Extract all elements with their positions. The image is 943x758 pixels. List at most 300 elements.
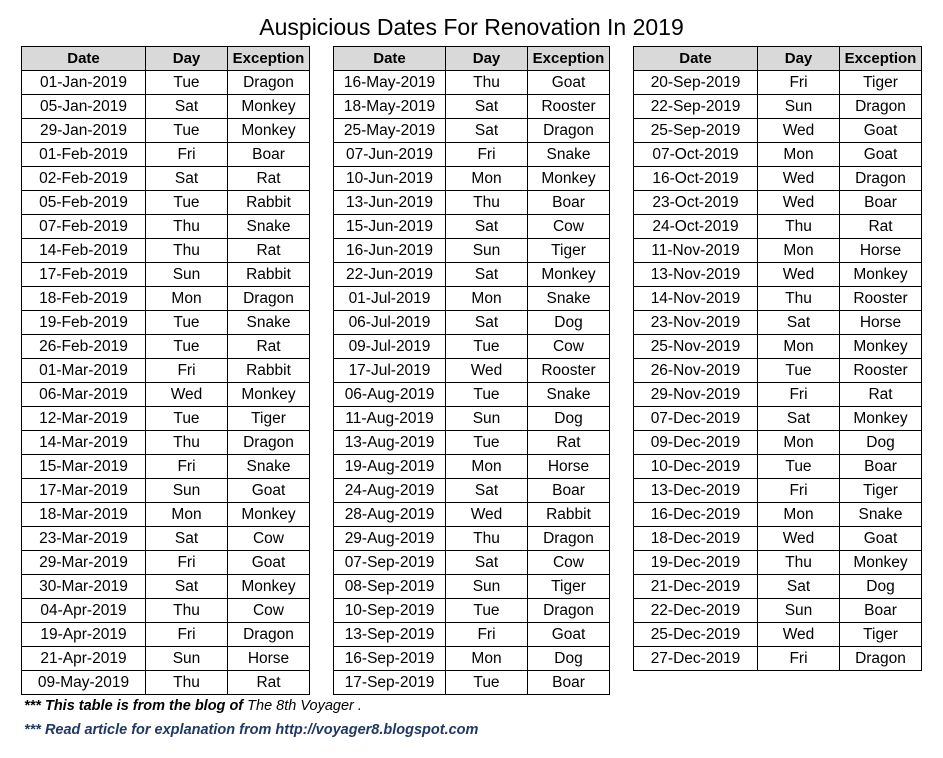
date-cell: 07-Feb-2019 (22, 215, 146, 239)
date-cell: 13-Aug-2019 (334, 431, 446, 455)
exception-cell: Dragon (840, 647, 922, 671)
table-row (334, 191, 610, 215)
table-row (634, 647, 922, 671)
date-cell: 12-Mar-2019 (22, 407, 146, 431)
table-row (634, 551, 922, 575)
day-cell: Sat (446, 119, 528, 143)
exception-cell: Goat (840, 119, 922, 143)
exception-cell: Snake (228, 311, 310, 335)
exception-cell: Rabbit (228, 263, 310, 287)
date-cell: 16-Oct-2019 (634, 167, 758, 191)
day-cell: Sun (146, 263, 228, 287)
day-cell: Mon (758, 431, 840, 455)
table-row (22, 527, 310, 551)
table-row (22, 71, 310, 95)
exception-cell: Goat (228, 479, 310, 503)
exception-cell: Snake (528, 287, 610, 311)
day-cell: Mon (758, 143, 840, 167)
table-row (22, 311, 310, 335)
date-cell: 13-Dec-2019 (634, 479, 758, 503)
date-cell: 10-Jun-2019 (334, 167, 446, 191)
day-cell: Tue (146, 311, 228, 335)
table-row (334, 431, 610, 455)
exception-cell: Monkey (840, 335, 922, 359)
source-note (24, 697, 362, 715)
header-exception: Exception (528, 47, 610, 71)
day-cell: Sun (146, 479, 228, 503)
day-cell: Fri (758, 71, 840, 95)
date-cell: 13-Nov-2019 (634, 263, 758, 287)
exception-cell: Rabbit (228, 359, 310, 383)
table-row (334, 575, 610, 599)
day-cell: Mon (446, 287, 528, 311)
table-row (334, 407, 610, 431)
table-row (334, 71, 610, 95)
table-row (22, 215, 310, 239)
table-row (22, 503, 310, 527)
date-cell: 05-Jan-2019 (22, 95, 146, 119)
day-cell: Wed (446, 503, 528, 527)
date-cell: 10-Dec-2019 (634, 455, 758, 479)
table-row (22, 623, 310, 647)
table-row (334, 359, 610, 383)
date-cell: 18-Mar-2019 (22, 503, 146, 527)
exception-cell: Rooster (840, 287, 922, 311)
date-cell: 16-Jun-2019 (334, 239, 446, 263)
date-cell: 23-Oct-2019 (634, 191, 758, 215)
header-exception: Exception (228, 47, 310, 71)
table-row (334, 527, 610, 551)
exception-cell: Dragon (528, 527, 610, 551)
date-cell: 23-Mar-2019 (22, 527, 146, 551)
exception-cell: Dog (840, 575, 922, 599)
day-cell: Fri (146, 359, 228, 383)
table-row (634, 71, 922, 95)
header-day: Day (758, 47, 840, 71)
table-row (334, 311, 610, 335)
date-cell: 08-Sep-2019 (334, 575, 446, 599)
table-row (334, 503, 610, 527)
exception-cell: Boar (840, 599, 922, 623)
table-row (634, 479, 922, 503)
exception-cell: Goat (528, 623, 610, 647)
explanation-link-note[interactable]: *** Read article for explanation from http://voyager8.blogspot.com (24, 722, 479, 738)
date-cell: 19-Dec-2019 (634, 551, 758, 575)
date-cell: 10-Sep-2019 (334, 599, 446, 623)
day-cell: Sun (758, 95, 840, 119)
exception-cell: Rat (228, 671, 310, 695)
table-row (634, 503, 922, 527)
header-day: Day (146, 47, 228, 71)
blog-name: The 8th Voyager . (243, 698, 362, 714)
exception-cell: Dragon (840, 95, 922, 119)
date-cell: 30-Mar-2019 (22, 575, 146, 599)
table-row (334, 95, 610, 119)
table-row (334, 263, 610, 287)
date-cell: 24-Aug-2019 (334, 479, 446, 503)
exception-cell: Dragon (528, 119, 610, 143)
date-cell: 02-Feb-2019 (22, 167, 146, 191)
day-cell: Fri (146, 551, 228, 575)
date-cell: 11-Nov-2019 (634, 239, 758, 263)
exception-cell: Rat (840, 383, 922, 407)
day-cell: Tue (146, 191, 228, 215)
table-row (634, 383, 922, 407)
day-cell: Wed (758, 623, 840, 647)
table-row (22, 119, 310, 143)
header-exception: Exception (840, 47, 922, 71)
day-cell: Sun (146, 647, 228, 671)
date-cell: 06-Mar-2019 (22, 383, 146, 407)
table-row (634, 455, 922, 479)
table-row (22, 479, 310, 503)
day-cell: Tue (446, 335, 528, 359)
date-cell: 06-Aug-2019 (334, 383, 446, 407)
dates-table-3 (633, 46, 922, 671)
table-row (334, 239, 610, 263)
day-cell: Sat (446, 215, 528, 239)
exception-cell: Dog (528, 407, 610, 431)
date-cell: 07-Dec-2019 (634, 407, 758, 431)
day-cell: Thu (758, 551, 840, 575)
exception-cell: Boar (528, 479, 610, 503)
date-cell: 22-Sep-2019 (634, 95, 758, 119)
day-cell: Wed (758, 191, 840, 215)
table-row (634, 119, 922, 143)
table-row (334, 167, 610, 191)
table-row (634, 263, 922, 287)
table-row (334, 551, 610, 575)
exception-cell: Monkey (528, 263, 610, 287)
exception-cell: Dragon (840, 167, 922, 191)
exception-cell: Cow (228, 599, 310, 623)
day-cell: Thu (446, 71, 528, 95)
date-cell: 16-May-2019 (334, 71, 446, 95)
date-cell: 11-Aug-2019 (334, 407, 446, 431)
exception-cell: Cow (528, 335, 610, 359)
table-row (334, 287, 610, 311)
exception-cell: Monkey (228, 119, 310, 143)
day-cell: Mon (758, 503, 840, 527)
date-cell: 26-Feb-2019 (22, 335, 146, 359)
day-cell: Fri (446, 623, 528, 647)
table-row (22, 575, 310, 599)
date-cell: 19-Apr-2019 (22, 623, 146, 647)
date-cell: 09-Jul-2019 (334, 335, 446, 359)
table-row (22, 455, 310, 479)
exception-cell: Rooster (528, 95, 610, 119)
day-cell: Mon (758, 239, 840, 263)
date-cell: 21-Dec-2019 (634, 575, 758, 599)
exception-cell: Goat (840, 143, 922, 167)
table-row (334, 599, 610, 623)
date-cell: 09-Dec-2019 (634, 431, 758, 455)
day-cell: Fri (146, 623, 228, 647)
table-row (634, 359, 922, 383)
date-cell: 19-Aug-2019 (334, 455, 446, 479)
day-cell: Sat (758, 575, 840, 599)
date-cell: 24-Oct-2019 (634, 215, 758, 239)
exception-cell: Dog (840, 431, 922, 455)
day-cell: Sun (758, 599, 840, 623)
exception-cell: Monkey (228, 575, 310, 599)
table-row (22, 383, 310, 407)
exception-cell: Dog (528, 647, 610, 671)
table-row (22, 647, 310, 671)
date-cell: 15-Mar-2019 (22, 455, 146, 479)
table-row (334, 119, 610, 143)
day-cell: Sat (758, 311, 840, 335)
exception-cell: Dragon (228, 287, 310, 311)
date-cell: 07-Jun-2019 (334, 143, 446, 167)
date-cell: 07-Oct-2019 (634, 143, 758, 167)
exception-cell: Boar (840, 191, 922, 215)
date-cell: 29-Jan-2019 (22, 119, 146, 143)
exception-cell: Monkey (228, 383, 310, 407)
exception-cell: Horse (840, 311, 922, 335)
table-row (22, 239, 310, 263)
date-cell: 06-Jul-2019 (334, 311, 446, 335)
day-cell: Fri (758, 647, 840, 671)
header-row (22, 47, 310, 71)
date-cell: 01-Mar-2019 (22, 359, 146, 383)
day-cell: Mon (446, 167, 528, 191)
day-cell: Tue (146, 71, 228, 95)
table-row (22, 263, 310, 287)
day-cell: Thu (758, 215, 840, 239)
table-row (22, 167, 310, 191)
exception-cell: Monkey (840, 551, 922, 575)
day-cell: Sat (146, 575, 228, 599)
day-cell: Tue (446, 671, 528, 695)
day-cell: Wed (758, 263, 840, 287)
table-row (634, 527, 922, 551)
exception-cell: Dragon (228, 71, 310, 95)
exception-cell: Rooster (528, 359, 610, 383)
day-cell: Tue (446, 431, 528, 455)
date-cell: 19-Feb-2019 (22, 311, 146, 335)
date-cell: 15-Jun-2019 (334, 215, 446, 239)
day-cell: Wed (758, 527, 840, 551)
exception-cell: Snake (528, 383, 610, 407)
day-cell: Thu (146, 215, 228, 239)
table-row (334, 215, 610, 239)
exception-cell: Horse (228, 647, 310, 671)
day-cell: Sat (146, 527, 228, 551)
table-row (22, 407, 310, 431)
date-cell: 29-Mar-2019 (22, 551, 146, 575)
day-cell: Tue (446, 599, 528, 623)
table-row (22, 431, 310, 455)
exception-cell: Dragon (228, 623, 310, 647)
exception-cell: Snake (228, 455, 310, 479)
exception-cell: Rat (228, 335, 310, 359)
exception-cell: Monkey (840, 263, 922, 287)
date-cell: 01-Feb-2019 (22, 143, 146, 167)
date-cell: 18-May-2019 (334, 95, 446, 119)
date-cell: 16-Dec-2019 (634, 503, 758, 527)
day-cell: Sun (446, 575, 528, 599)
date-cell: 25-Sep-2019 (634, 119, 758, 143)
exception-cell: Horse (528, 455, 610, 479)
date-cell: 01-Jul-2019 (334, 287, 446, 311)
page-title: Auspicious Dates For Renovation In 2019 (259, 14, 684, 40)
date-cell: 25-Nov-2019 (634, 335, 758, 359)
date-cell: 28-Aug-2019 (334, 503, 446, 527)
table-row (634, 191, 922, 215)
day-cell: Mon (446, 455, 528, 479)
dates-table-2 (333, 46, 610, 695)
day-cell: Fri (758, 383, 840, 407)
day-cell: Sat (146, 167, 228, 191)
exception-cell: Boar (528, 671, 610, 695)
date-cell: 16-Sep-2019 (334, 647, 446, 671)
table-row (334, 647, 610, 671)
exception-cell: Snake (228, 215, 310, 239)
exception-cell: Monkey (228, 95, 310, 119)
date-cell: 17-Sep-2019 (334, 671, 446, 695)
date-cell: 20-Sep-2019 (634, 71, 758, 95)
day-cell: Sat (446, 95, 528, 119)
table-row (22, 335, 310, 359)
table-row (334, 335, 610, 359)
header-date: Date (22, 47, 146, 71)
day-cell: Sat (446, 551, 528, 575)
exception-cell: Boar (528, 191, 610, 215)
table-row (634, 287, 922, 311)
day-cell: Thu (146, 671, 228, 695)
table-row (634, 407, 922, 431)
table-row (634, 143, 922, 167)
header-date: Date (334, 47, 446, 71)
exception-cell: Rabbit (528, 503, 610, 527)
table-row (634, 599, 922, 623)
date-cell: 07-Sep-2019 (334, 551, 446, 575)
day-cell: Thu (446, 191, 528, 215)
table-row (634, 215, 922, 239)
day-cell: Sat (146, 95, 228, 119)
exception-cell: Rabbit (228, 191, 310, 215)
exception-cell: Tiger (840, 71, 922, 95)
exception-cell: Dog (528, 311, 610, 335)
header-date: Date (634, 47, 758, 71)
day-cell: Tue (758, 359, 840, 383)
day-cell: Wed (446, 359, 528, 383)
day-cell: Mon (446, 647, 528, 671)
exception-cell: Snake (528, 143, 610, 167)
header-row (634, 47, 922, 71)
date-cell: 14-Nov-2019 (634, 287, 758, 311)
day-cell: Wed (758, 119, 840, 143)
date-cell: 21-Apr-2019 (22, 647, 146, 671)
table-row (334, 623, 610, 647)
date-cell: 29-Aug-2019 (334, 527, 446, 551)
exception-cell: Cow (528, 551, 610, 575)
day-cell: Thu (146, 239, 228, 263)
day-cell: Fri (446, 143, 528, 167)
exception-cell: Snake (840, 503, 922, 527)
day-cell: Thu (758, 287, 840, 311)
date-cell: 14-Feb-2019 (22, 239, 146, 263)
table-row (334, 455, 610, 479)
day-cell: Tue (146, 119, 228, 143)
exception-cell: Monkey (228, 503, 310, 527)
day-cell: Mon (146, 287, 228, 311)
table-row (334, 671, 610, 695)
day-cell: Mon (146, 503, 228, 527)
exception-cell: Tiger (840, 479, 922, 503)
date-cell: 17-Jul-2019 (334, 359, 446, 383)
table-row (634, 239, 922, 263)
exception-cell: Boar (840, 455, 922, 479)
exception-cell: Cow (528, 215, 610, 239)
date-cell: 22-Jun-2019 (334, 263, 446, 287)
exception-cell: Rat (528, 431, 610, 455)
source-note-lead: *** This table is from the blog of (24, 698, 244, 714)
exception-cell: Boar (228, 143, 310, 167)
table-row (634, 623, 922, 647)
exception-cell: Cow (228, 527, 310, 551)
exception-cell: Monkey (528, 167, 610, 191)
day-cell: Sat (446, 479, 528, 503)
day-cell: Fri (146, 455, 228, 479)
table-row (634, 311, 922, 335)
day-cell: Sun (446, 407, 528, 431)
day-cell: Fri (146, 143, 228, 167)
date-cell: 29-Nov-2019 (634, 383, 758, 407)
table-row (22, 191, 310, 215)
date-cell: 25-May-2019 (334, 119, 446, 143)
exception-cell: Tiger (840, 623, 922, 647)
day-cell: Sun (446, 239, 528, 263)
day-cell: Thu (446, 527, 528, 551)
day-cell: Thu (146, 431, 228, 455)
table-row (22, 143, 310, 167)
dates-table-1 (21, 46, 310, 695)
day-cell: Mon (758, 335, 840, 359)
day-cell: Thu (146, 599, 228, 623)
day-cell: Wed (146, 383, 228, 407)
date-cell: 18-Feb-2019 (22, 287, 146, 311)
table-row (634, 575, 922, 599)
exception-cell: Goat (228, 551, 310, 575)
table-row (634, 335, 922, 359)
exception-cell: Dragon (228, 431, 310, 455)
exception-cell: Dragon (528, 599, 610, 623)
table-row (334, 479, 610, 503)
date-cell: 25-Dec-2019 (634, 623, 758, 647)
exception-cell: Goat (528, 71, 610, 95)
exception-cell: Rooster (840, 359, 922, 383)
table-row (22, 359, 310, 383)
exception-cell: Horse (840, 239, 922, 263)
exception-cell: Tiger (228, 407, 310, 431)
exception-cell: Monkey (840, 407, 922, 431)
date-cell: 05-Feb-2019 (22, 191, 146, 215)
day-cell: Fri (758, 479, 840, 503)
day-cell: Sat (446, 263, 528, 287)
date-cell: 04-Apr-2019 (22, 599, 146, 623)
date-cell: 13-Jun-2019 (334, 191, 446, 215)
table-row (634, 431, 922, 455)
day-cell: Tue (446, 383, 528, 407)
date-cell: 14-Mar-2019 (22, 431, 146, 455)
header-row (334, 47, 610, 71)
date-cell: 13-Sep-2019 (334, 623, 446, 647)
exception-cell: Rat (228, 239, 310, 263)
exception-cell: Rat (840, 215, 922, 239)
date-cell: 22-Dec-2019 (634, 599, 758, 623)
